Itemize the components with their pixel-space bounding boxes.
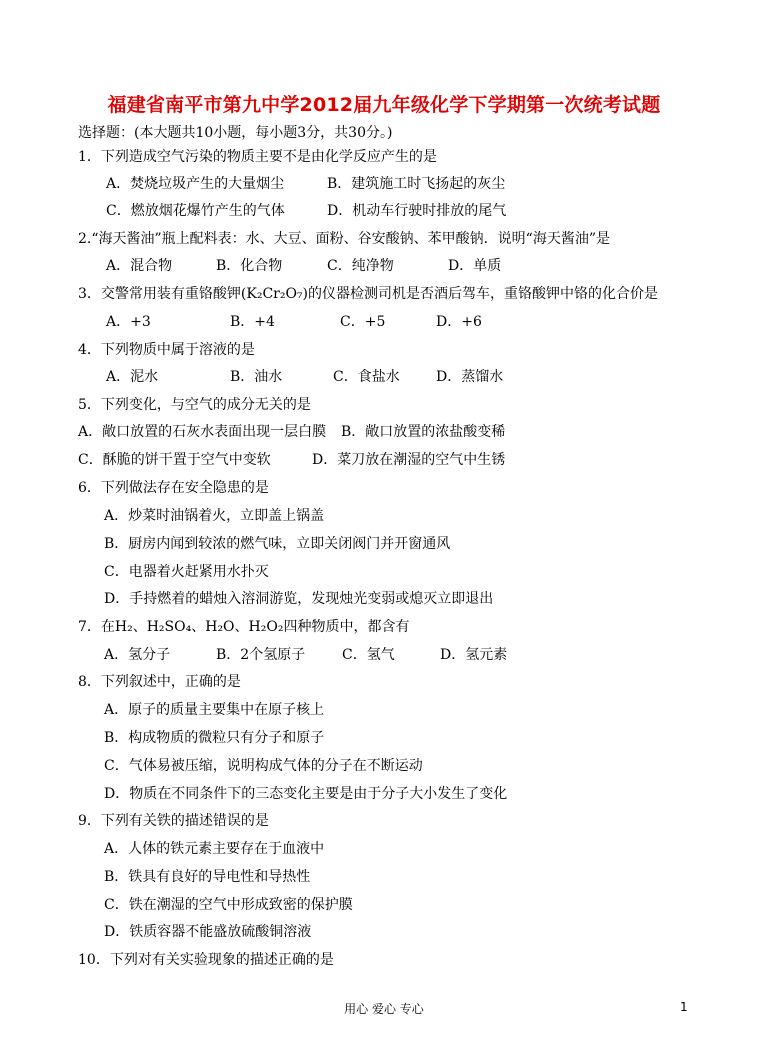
question-7-option-d: D．氢元素 [440, 647, 508, 663]
question-3-option-b: B．+4 [230, 314, 275, 330]
page-footer: 用心 爱心 专心 [344, 1002, 424, 1016]
page-title: 福建省南平市第九中学2012届九年级化学下学期第一次统考试题 [107, 94, 661, 116]
question-1-stem: 1．下列造成空气污染的物质主要不是由化学反应产生的是 [78, 149, 437, 165]
question-1-option-c: C．燃放烟花爆竹产生的气体 [106, 203, 285, 219]
question-8-option-c: C．气体易被压缩，说明构成气体的分子在不断运动 [104, 758, 423, 774]
section-heading: 选择题：(本大题共10小题，每小题3分，共30分。) [78, 125, 393, 141]
question-6-option-c: C．电器着火赶紧用水扑灭 [104, 564, 269, 580]
question-7-option-b: B．2个氢原子 [216, 647, 306, 663]
question-2-option-c: C．纯净物 [327, 258, 394, 274]
question-3-option-a: A．+3 [106, 314, 151, 330]
question-6-option-b: B．厨房内闻到较浓的燃气味，立即关闭阀门并开窗通风 [104, 536, 451, 552]
question-2-option-a: A．混合物 [106, 258, 173, 274]
question-4-option-a: A．泥水 [106, 369, 159, 385]
question-5-stem: 5．下列变化，与空气的成分无关的是 [78, 397, 311, 413]
question-4-option-c: C．食盐水 [333, 369, 400, 385]
question-5-option-c: C．酥脆的饼干置于空气中变软 [78, 452, 271, 468]
question-5-option-b: B．敞口放置的浓盐酸变稀 [341, 424, 506, 440]
question-8-option-d: D．物质在不同条件下的三态变化主要是由于分子大小发生了变化 [104, 786, 508, 802]
question-10-stem: 10．下列对有关实验现象的描述正确的是 [78, 952, 334, 968]
question-9-option-c: C．铁在潮湿的空气中形成致密的保护膜 [104, 897, 353, 913]
question-6-option-a: A．炒菜时油锅着火，立即盖上锅盖 [104, 508, 325, 524]
question-8-stem: 8．下列叙述中，正确的是 [78, 674, 241, 690]
question-5-option-d: D．菜刀放在潮湿的空气中生锈 [312, 452, 506, 468]
question-4-stem: 4．下列物质中属于溶液的是 [78, 342, 255, 358]
question-9-stem: 9．下列有关铁的描述错误的是 [78, 813, 269, 829]
question-2-option-d: D．单质 [448, 258, 502, 274]
question-4-option-b: B．油水 [230, 369, 283, 385]
page-number: 1 [680, 1000, 688, 1014]
question-1-option-d: D．机动车行驶时排放的尾气 [327, 203, 507, 219]
question-4-option-d: D．蒸馏水 [436, 369, 504, 385]
question-3-stem: 3．交警常用装有重铬酸钾(K₂Cr₂O₇)的仪器检测司机是否酒后驾车，重铬酸钾中铬的化合价是 [78, 286, 659, 302]
question-8-option-b: B．构成物质的微粒只有分子和原子 [104, 730, 325, 746]
question-5-option-a: A．敞口放置的石灰水表面出现一层白膜 [78, 424, 327, 440]
question-9-option-b: B．铁具有良好的导电性和导热性 [104, 869, 311, 885]
question-6-option-d: D．手持燃着的蜡烛入溶洞游览，发现烛光变弱或熄灭立即退出 [104, 591, 494, 607]
question-2-stem: 2.“海天酱油”瓶上配料表：水、大豆、面粉、谷安酸钠、苯甲酸钠．说明“海天酱油”是 [78, 231, 610, 247]
question-9-option-a: A．人体的铁元素主要存在于血液中 [104, 841, 325, 857]
question-1-option-b: B．建筑施工时飞扬起的灰尘 [327, 176, 506, 192]
question-3-option-c: C．+5 [340, 314, 386, 330]
question-1-option-a: A．焚烧垃圾产生的大量烟尘 [106, 176, 285, 192]
question-8-option-a: A．原子的质量主要集中在原子核上 [104, 702, 325, 718]
question-7-option-a: A．氢分子 [104, 647, 171, 663]
question-9-option-d: D．铁质容器不能盛放硫酸铜溶液 [104, 924, 312, 940]
question-3-option-d: D．+6 [436, 314, 482, 330]
question-6-stem: 6．下列做法存在安全隐患的是 [78, 480, 269, 496]
question-7-option-c: C．氢气 [342, 647, 395, 663]
question-2-option-b: B．化合物 [216, 258, 283, 274]
question-7-stem: 7．在H₂、H₂SO₄、H₂O、H₂O₂四种物质中，都含有 [78, 619, 410, 635]
